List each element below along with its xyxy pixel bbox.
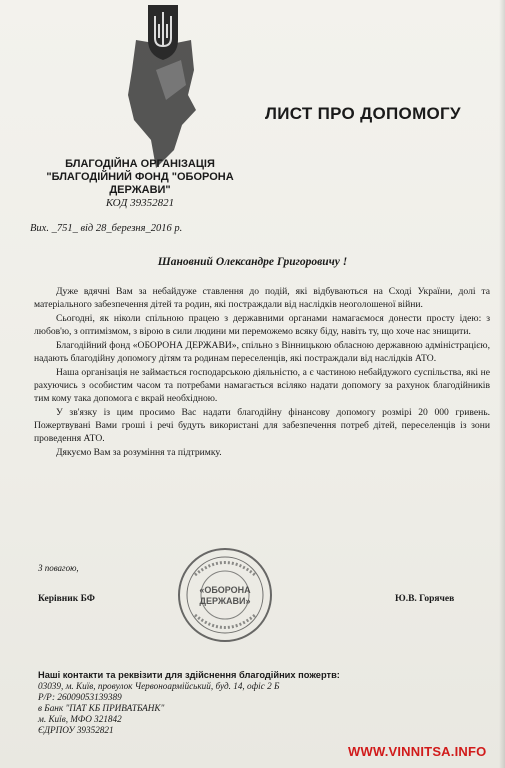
stamp-text: «ОБОРОНА <box>199 585 251 595</box>
contacts-account: Р/Р: 26009053139389 <box>38 692 122 702</box>
paragraph: Благодійний фонд «ОБОРОНА ДЕРЖАВИ», спільно з Вінницькою обласною державною адміністрацією, надають благодійну допомогу дітям та родинам переселенців, які постраждали від наслідків АТО. <box>34 340 490 364</box>
salutation: Шановний Олександре Григоровичу ! <box>157 256 348 268</box>
svg-text:ДЕРЖАВИ»: ДЕРЖАВИ» <box>199 596 251 606</box>
paragraph: У зв'язку із цим просимо Вас надати благодійну фінансову допомогу розмірі 20 000 гривень. Пожертвувані Вами гроші і речі будуть використані для забезпечення потреб дітей, переселенців із зони проведення АТО. <box>34 407 490 444</box>
contacts-edrpou: ЄДРПОУ 39352821 <box>38 725 114 735</box>
document-title: ЛИСТ ПРО ДОПОМОГУ <box>265 104 461 123</box>
paragraph: Дякуємо Вам за розуміння та підтримку. <box>56 447 222 458</box>
scan-shadow <box>499 0 505 768</box>
seal-stamp-icon <box>175 545 275 645</box>
contacts-bank: в Банк "ПАТ КБ ПРИВАТБАНК" <box>38 703 165 713</box>
signer-name: Ю.В. Горячев <box>395 594 455 604</box>
head-of-fund-label: Керівник БФ <box>38 594 95 604</box>
organization-code: КОД 39352821 <box>105 197 175 209</box>
organization-block <box>30 158 250 210</box>
trident-emblem-icon <box>96 0 231 170</box>
contacts-mfo: м. Київ, МФО 321842 <box>38 714 122 724</box>
closing-phrase: З повагою, <box>38 563 79 573</box>
paragraph: Сьогодні, як ніколи спільною працею з державними органами намагаємося донести просту ідею: з любов'ю, з оптимізмом, з вірою в сили людини ми переможемо всяку біду, навіть ту, що хоче нас знищити. <box>34 313 490 337</box>
site-watermark: WWW.VINNITSA.INFO <box>348 744 487 759</box>
organization-line-2: "БЛАГОДІЙНИЙ ФОНД "ОБОРОНА <box>46 171 234 183</box>
organization-line-3: ДЕРЖАВИ" <box>109 184 171 196</box>
outgoing-reference: Вих. _751_ від 28_березня_2016 р. <box>30 223 183 234</box>
organization-line-1: БЛАГОДІЙНА ОРГАНІЗАЦІЯ <box>65 158 215 170</box>
contacts-address: 03039, м. Київ, провулок Червоноармійський, буд. 14, офіс 2 Б <box>38 681 280 691</box>
paragraph: Дуже вдячні Вам за небайдуже ставлення до подій, які відбуваються на Сході України, долі та матеріального забезпечення дітей та родин, які постраждали від наслідків неоголошеної війни. <box>34 286 490 310</box>
contacts-heading: Наші контакти та реквізити для здійснення благодійних пожертв: <box>38 670 340 680</box>
contacts-block <box>38 670 340 736</box>
paragraph: Наша організація не займається господарською діяльністю, а є частиною небайдужого суспільства, які не рахуючись з особистим часом та потребами намагається всіляко надати допомогу за рахунок благодійників тим кому така допомога є вкрай необхідною. <box>34 367 490 404</box>
letter-body <box>34 285 490 459</box>
